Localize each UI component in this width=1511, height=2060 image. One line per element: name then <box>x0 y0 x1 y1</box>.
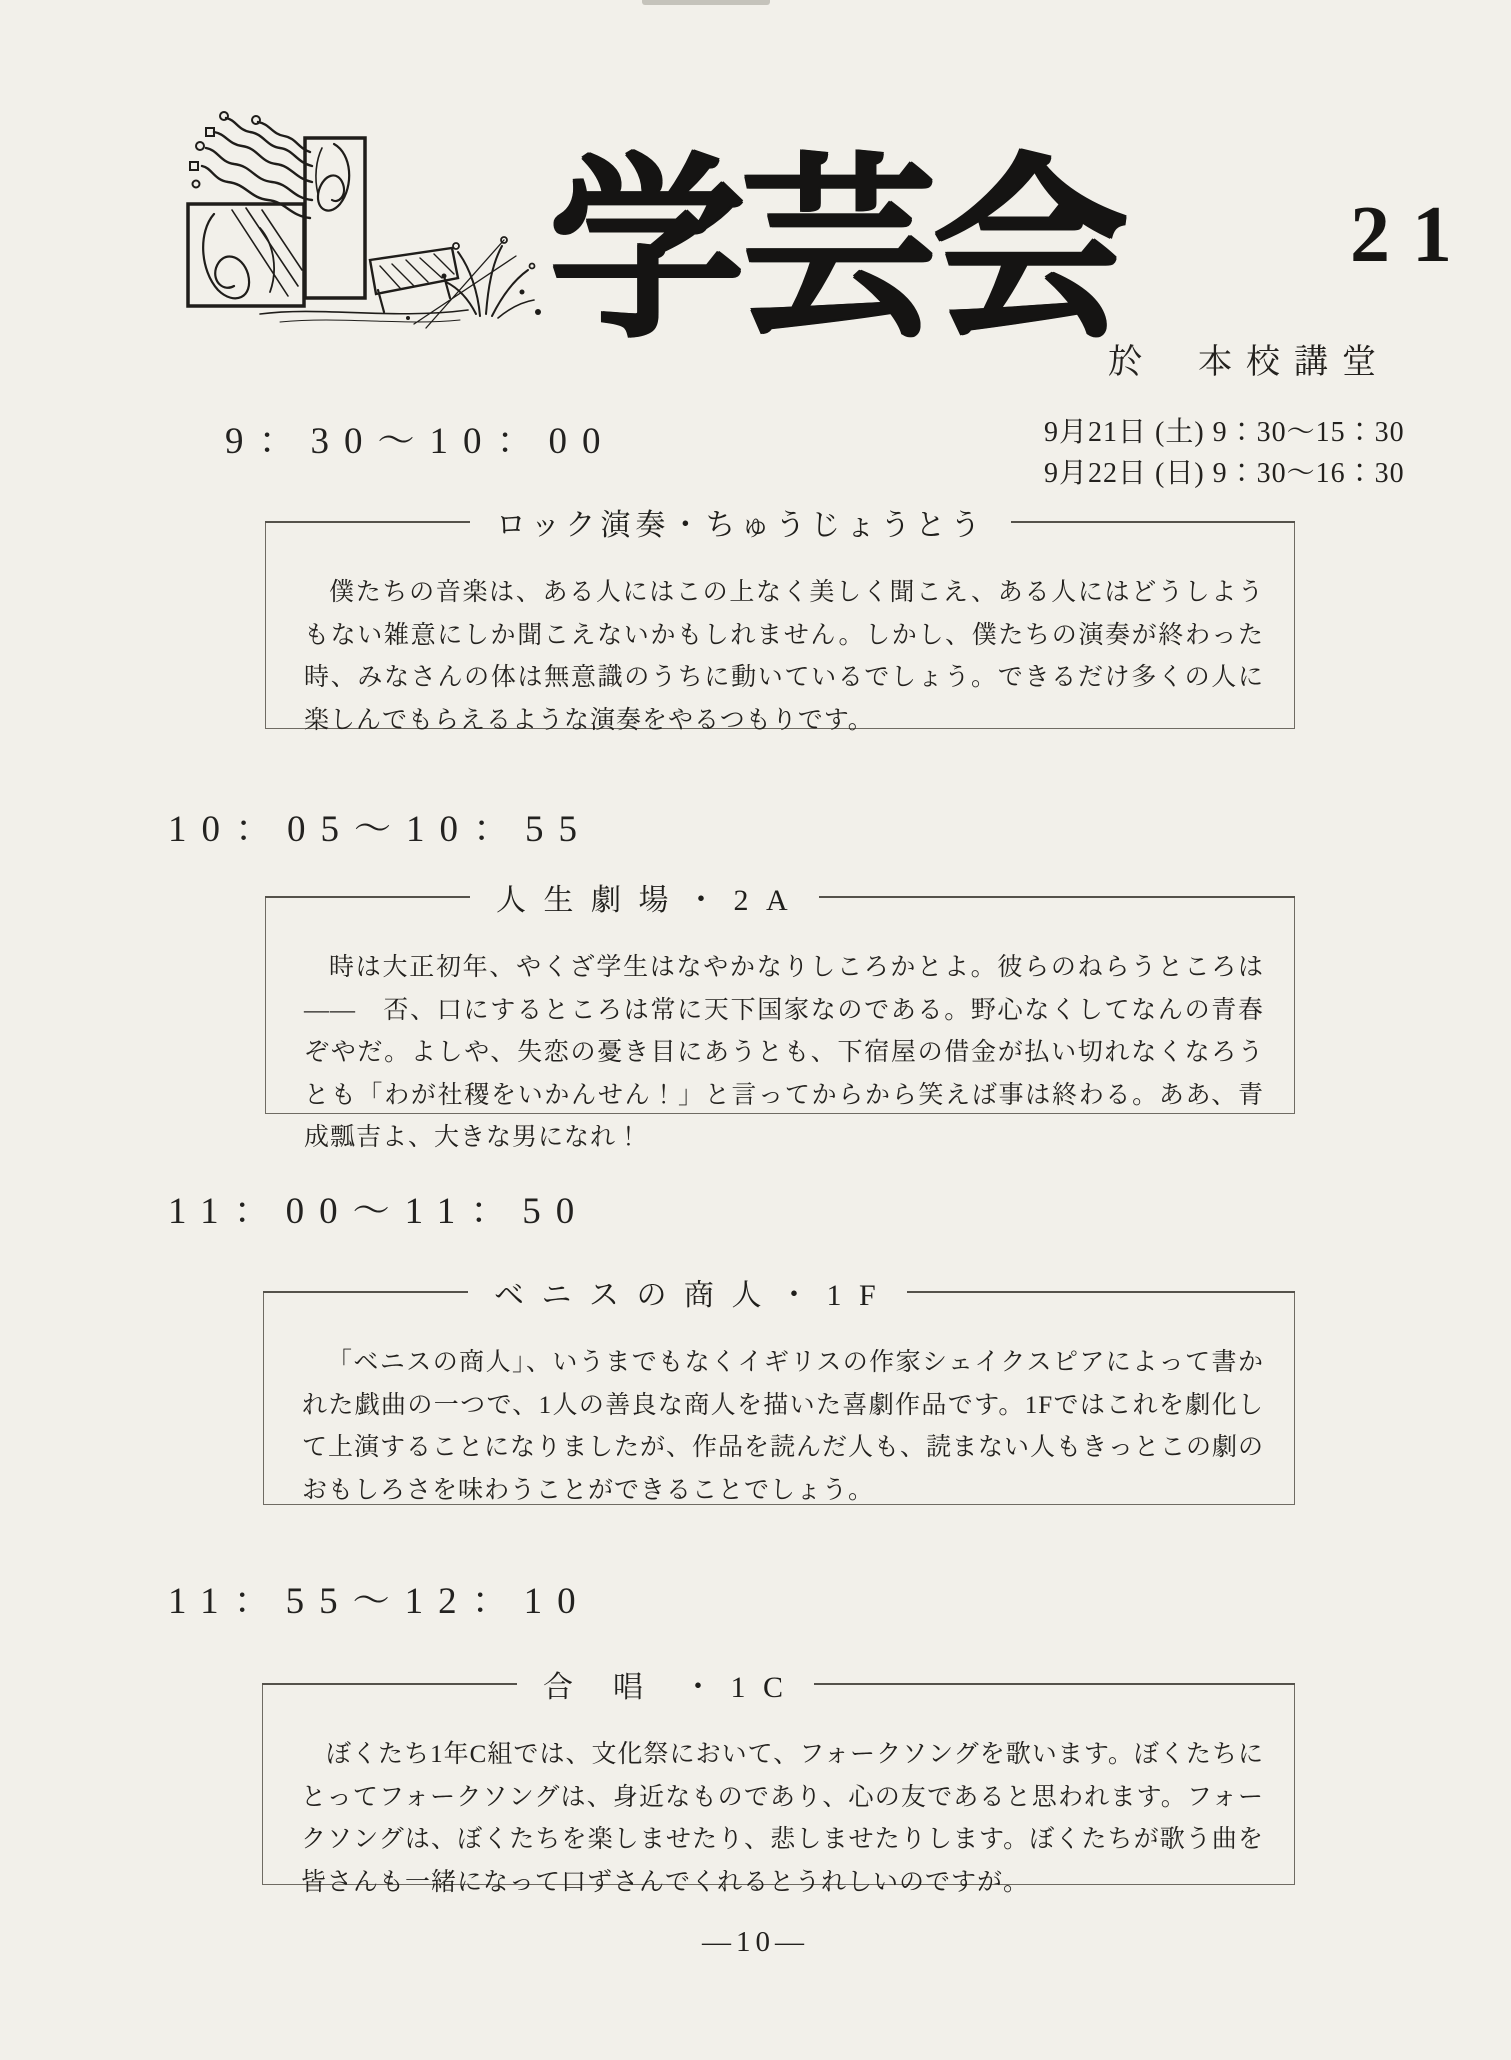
program-time: 11：00～11：50 <box>168 1191 590 1232</box>
divider-line <box>265 521 470 523</box>
scan-artifact <box>642 0 770 5</box>
program-title: 人 生 劇 場 ・ 2 A <box>496 884 793 917</box>
program-description: ぼくたち1年C組では、文化祭において、フォークソングを歌います。ぼくたちにとってフォークソングは、身近なものであり、心の友であると思われます。フォークソングは、ぼくたちを楽しませたり、悲しませたりします。ぼくたちが歌う曲を皆さんも一緒になって口ずさんでくれるとうれしいのですが。 <box>301 1741 1264 1896</box>
divider-line <box>263 1291 468 1293</box>
schedule-date-line: 9月22日 (日) 9：30～16：30 <box>1044 458 1405 489</box>
program-box-header <box>265 875 1295 919</box>
venue-line <box>1108 334 1390 383</box>
program-time: 11：55～12：10 <box>168 1581 591 1622</box>
schedule-dates <box>1044 412 1405 494</box>
program-title: 合 唱 ・ 1 C <box>543 1671 789 1704</box>
program-box-header <box>265 500 1295 544</box>
program-title: ベ ニ ス の 商 人 ・ 1 F <box>494 1279 881 1312</box>
program-time: 9：30～10：00 <box>225 421 616 462</box>
page-footer: —10— <box>702 1926 809 1958</box>
hand-drawn-illustration <box>162 108 562 348</box>
divider-line <box>262 1683 517 1685</box>
program-time: 10：05～10：55 <box>168 809 592 850</box>
program-box-header <box>262 1662 1295 1706</box>
schedule-date-line: 9月21日 (土) 9：30～15：30 <box>1044 417 1405 448</box>
divider-line <box>819 896 1295 898</box>
program-description: 時は大正初年、やくざ学生はなやかなりしころかとよ。彼らのねらうところは―― 否、口にするところは常に天下国家なのである。野心なくしてなんの青春ぞやだ。よしや、失恋の憂き目にあうとも、下宿屋の借金が払い切れなくなろうとも「わが社稷をいかんせん！」と言ってからから笑えば事は終わる。ああ、青成瓢吉よ、大きな男になれ！ <box>304 954 1264 1151</box>
program-description: 僕たちの音楽は、ある人にはこの上なく美しく聞こえ、ある人にはどうしようもない雑意にしか聞こえないかもしれません。しかし、僕たちの演奏が終わった時、みなさんの体は無意識のうちに動いているでしょう。できるだけ多くの人に楽しんでもらえるような演奏をやるつもりです。 <box>304 579 1264 734</box>
divider-line <box>907 1291 1295 1293</box>
program-box <box>262 1671 1295 1896</box>
divider-line <box>1011 521 1295 523</box>
divider-line <box>265 896 470 898</box>
page-number-badge: 21 <box>1350 191 1474 279</box>
program-description: 「ベニスの商人」、いうまでもなくイギリスの作家シェイクスピアによって書かれた戯曲の一つで、1人の善良な商人を描いた喜劇作品です。1Fではこれを劇化して上演することになりましたが、作品を読んだ人も、読まない人もきっとこの劇のおもしろさを味わうことができることでしょう。 <box>302 1349 1265 1504</box>
venue-label: 於 <box>1108 344 1142 381</box>
venue-name: 本校講堂 <box>1198 344 1390 381</box>
program-box <box>265 509 1295 734</box>
page-title: 学芸会 <box>548 140 1125 359</box>
program-box-header <box>263 1270 1295 1314</box>
program-box <box>263 1279 1295 1505</box>
divider-line <box>814 1683 1295 1685</box>
program-title: ロック演奏・ちゅうじょうとう <box>496 509 986 542</box>
program-box <box>265 884 1295 1151</box>
